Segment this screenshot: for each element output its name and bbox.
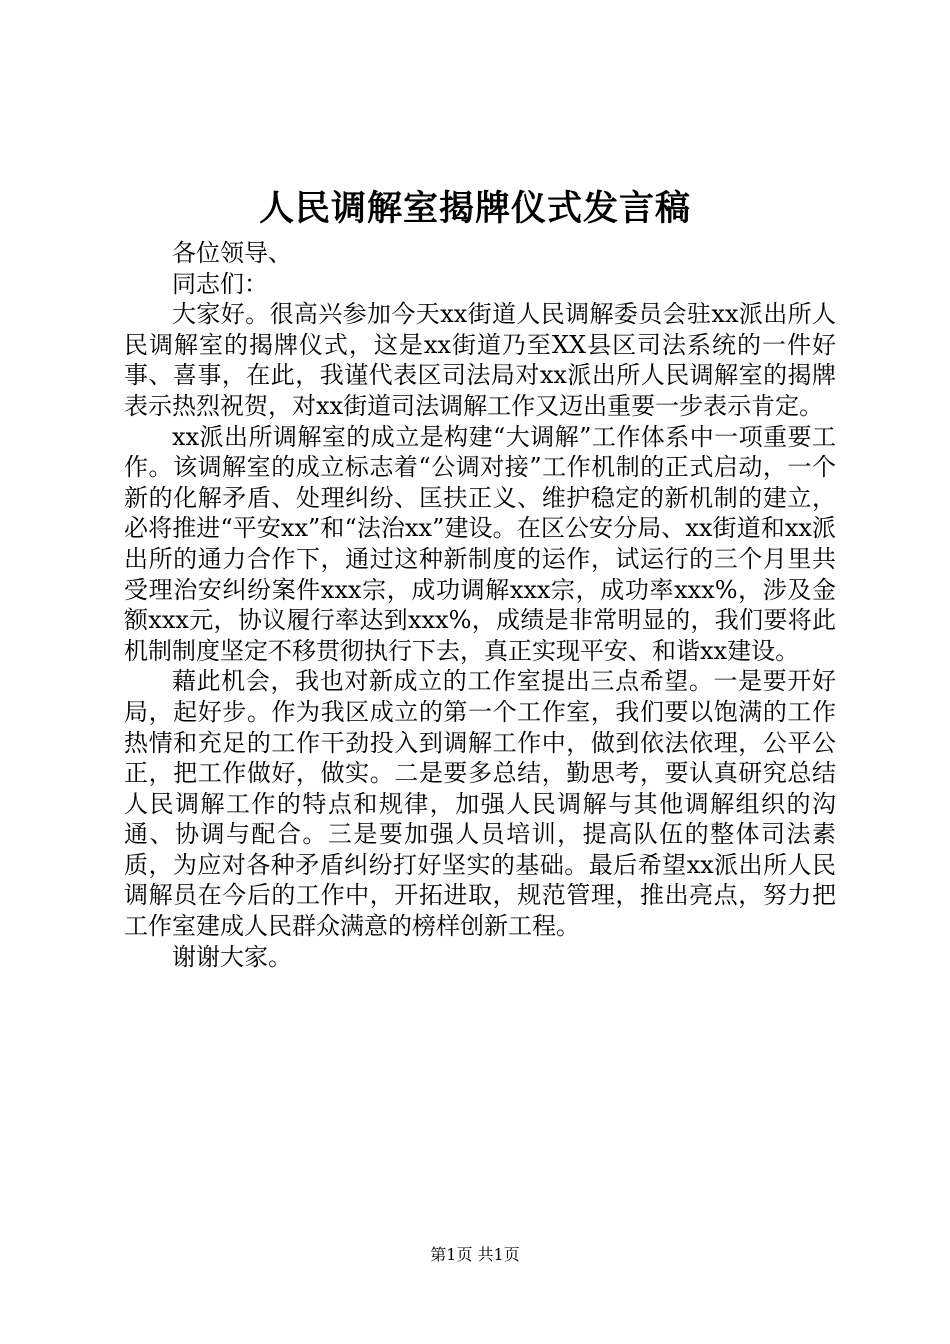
page-footer: 第1页 共1页 xyxy=(430,1245,520,1264)
document-title: 人民调解室揭牌仪式发言稿 xyxy=(258,188,691,229)
paragraph-achievements: xx派出所调解室的成立是构建“大调解”工作体系中一项重要工作。该调解室的成立标志着“公调对接”工作机制的正式启动，一个新的化解矛盾、处理纠纷、匡扶正义、维护稳定的新机制的建立，必将推进“平安xx”和“法治xx”建设。在区公安分局、xx街道和xx派出所的通力合作下，通过这种新制度的运作，试运行的三个月里共受理治安纠纷案件xxx宗，成功调解xxx宗，成功率xxx%，涉及金额xxx元，协议履行率达到xxx%，成绩是非常明显的，我们要将此机制制度坚定不移贯彻执行下去，真正实现平安、和谐xx建设。 xyxy=(124,422,836,665)
document-body xyxy=(124,238,836,972)
paragraph-hopes: 藉此机会，我也对新成立的工作室提出三点希望。一是要开好局，起好步。作为我区成立的第一个工作室，我们要以饱满的工作热情和充足的工作干劲投入到调解工作中，做到依法依理，公平公正，把工作做好，做实。二是要多总结，勤思考，要认真研究总结人民调解工作的特点和规律，加强人民调解与其他调解组织的沟通、协调与配合。三是要加强人员培训，提高队伍的整体司法素质，为应对各种矛盾纠纷打好坚实的基础。最后希望xx派出所人民调解员在今后的工作中，开拓进取，规范管理，推出亮点，努力把工作室建成人民群众满意的榜样创新工程。 xyxy=(124,667,836,941)
closing-thanks: 谢谢大家。 xyxy=(172,942,292,971)
salutation-leaders: 各位领导、 xyxy=(172,239,292,267)
salutation-comrades: 同志们： xyxy=(172,269,268,298)
paragraph-greeting: 大家好。很高兴参加今天xx街道人民调解委员会驻xx派出所人民调解室的揭牌仪式，这是xx街道乃至XX县区司法系统的一件好事、喜事，在此，我谨代表区司法局对xx派出所人民调解室的揭牌表示热烈祝贺，对xx街道司法调解工作又迈出重要一步表示肯定。 xyxy=(124,300,836,420)
